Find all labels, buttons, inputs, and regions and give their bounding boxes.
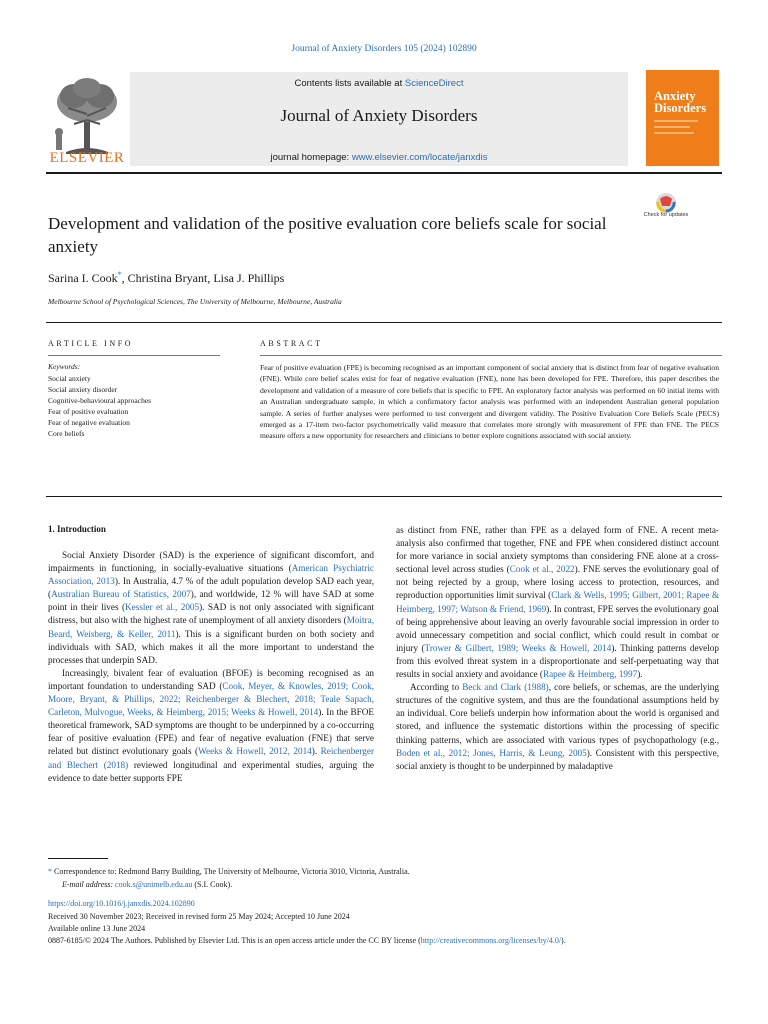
author-list — [48, 270, 284, 286]
paragraph-text: ). Thinking patterns develop from this evolved threat system in a disproportionate and self-perpetuating way that results in social anxiety and avoidance ( — [396, 642, 719, 680]
keyword-item: Cognitive-behavioural approaches — [48, 396, 152, 405]
citation-link[interactable]: Rapee & Heimberg, 1997 — [542, 669, 638, 680]
cover-title: Anxiety Disorders — [654, 89, 707, 115]
check-for-updates-label: Check for updates — [643, 212, 689, 218]
contents-prefix: Contents lists available at — [294, 78, 405, 89]
keyword-item: Social anxiety disorder — [48, 385, 118, 394]
corresponding-author-mark[interactable]: * — [117, 270, 122, 279]
paragraph-text: , core beliefs, or schemas, are the underlying structures of the cognitive system, and thus are the foundational assumptions held by an individual. Core beliefs underpin how information about the world is organised and stored, and influence the systematic distortions within the processing of specific thinking patterns, which are associated with various types of psychopathology (e.g., — [396, 682, 719, 745]
correspondence-footnote — [48, 866, 728, 891]
cover-line — [654, 132, 694, 134]
abstract-text: Fear of positive evaluation (FPE) is becoming recognised as an important component of social anxiety that is distinct from fear of negative evaluation (FNE). While core belief scales exist for fear of negative evaluation (FNE), none has been developed for FPE. Therefore, this paper describes the development and validation of a measure of core beliefs that is specific to FPE. An exploratory factor analysis was performed on 60 initial items with an Australian undergraduate sample, in which a confirmatory factor analysis was performed with an independent Australian general population sample. A series of further analyses were performed to test convergent and divergent validity. The Positive Evaluation Core Beliefs Scale (PECS) emerged as a 17-item two-factor psychometrically valid measure that correlates more strongly with measurement of FPE than FNE. The PECS measure offers a new opportunity for researchers and clinicians to better explore cognitions associated with social anxiety. — [260, 363, 719, 441]
cover-line — [654, 120, 698, 122]
section-rule — [46, 322, 722, 323]
received-dates: Received 30 November 2023; Received in revised form 25 May 2024; Accepted 10 June 2024 — [48, 912, 350, 921]
email-label: E-mail address: — [62, 879, 116, 889]
footnote-rule — [48, 858, 108, 859]
journal-homepage — [130, 152, 628, 163]
footnote-mark: * — [48, 867, 52, 876]
abstract-heading: ABSTRACT — [260, 339, 323, 348]
paragraph-text: as distinct from FNE, rather than FPE as a delayed form of FNE. A recent meta-analysis also confirmed that together, FNE and FPE when considered distinct account for more variance in social anxiety symptoms than considering FNE alone at a cross-sectional level across studies ( — [396, 525, 719, 575]
license-line: 0887-6185/© 2024 The Authors. Published by Elsevier Ltd. This is an open access article under the CC BY license (http://creativecommons.org/licenses/by/4.0/). — [48, 936, 566, 945]
citation-link[interactable]: Boden et al., 2012; Jones, Harris, & Leung, 2005 — [396, 747, 587, 758]
paragraph-text: ). This is a significant burden on both society and individuals with SAD, which makes it all the more important to understand the processes that underpin SAD. — [48, 628, 374, 665]
author-name[interactable]: Sarina I. Cook — [48, 271, 118, 285]
license-link[interactable]: http://creativecommons.org/licenses/by/4.0/ — [420, 936, 562, 945]
citation-link[interactable]: Reichenberger and Blechert (2018) — [48, 746, 375, 770]
paragraph-text: ). In Australia, 4.7 % of the adult population develop SAD each year, ( — [48, 576, 374, 600]
author-affiliation: Melbourne School of Psychological Sciences, The University of Melbourne, Melbourne, Australia — [48, 297, 342, 306]
keyword-item: Fear of negative evaluation — [48, 418, 130, 427]
homepage-prefix: journal homepage: — [270, 152, 352, 163]
email-suffix: (S.I. Cook). — [192, 879, 233, 889]
paragraph-text: ). In contrast, FPE serves the evolutionary goal of being apprehensive about leaving an overly favourable social impression in order to avoid unnecessary competition and social conflict, which could result in combat or injury ( — [396, 603, 719, 653]
journal-cover-thumbnail[interactable] — [646, 70, 719, 166]
keyword-item: Social anxiety — [48, 374, 91, 383]
homepage-link[interactable]: www.elsevier.com/locate/janxdis — [351, 152, 488, 163]
paragraph-text: ). Consistent with this perspective, social anxiety is thought to be underpinned by maladaptive — [396, 747, 719, 771]
citation-link[interactable]: Moitra, Beard, Weisberg, & Keller, 2011 — [48, 615, 374, 639]
co-authors: , Christina Bryant, Lisa J. Phillips — [121, 271, 285, 285]
citation-link[interactable]: Clark & Wells, 1995; Gilbert, 2001; Rapee & Heimberg, 1997; Watson & Friend, 1969 — [396, 590, 719, 614]
keyword-item: Fear of positive evaluation — [48, 407, 129, 416]
body-paragraph — [48, 549, 374, 667]
section-heading-introduction: 1. Introduction — [48, 524, 106, 534]
contents-availability — [130, 78, 628, 89]
citation-link[interactable]: Australian Bureau of Statistics, 2007 — [51, 589, 191, 600]
citation-link[interactable]: Cook, Meyer, & Knowles, 2019; Cook, Moore, Bryant, & Phillips, 2022; Reichenberger & Blechert, 2018; Teale Sapach, Carleton, Mulvogue, Weeks, & Heimberg, 2015; Weeks & Howell, 2014 — [48, 680, 374, 718]
body-paragraph — [396, 681, 719, 773]
paragraph-text: According to — [410, 682, 463, 693]
body-paragraph — [48, 667, 374, 785]
check-for-updates-icon[interactable] — [646, 192, 686, 230]
paragraph-text: Increasingly, bivalent fear of evaluation (BFOE) is becoming recognised as an important foundation to understanding SAD ( — [48, 667, 374, 691]
keywords-label: Keywords: — [48, 362, 81, 371]
citation-link[interactable]: American Psychiatric Association, 2013 — [48, 563, 374, 587]
paragraph-text: ). SAD is not only associated with significant distress, but also with the highest rate of unemployment of all anxiety disorders ( — [48, 602, 374, 626]
body-column-right — [396, 524, 719, 773]
correspondence-address: Correspondence to: Redmond Barry Building, The University of Melbourne, Victoria 3010, Victoria, Australia. — [52, 867, 410, 876]
citation-link[interactable]: Cook et al., 2022 — [509, 564, 575, 575]
sciencedirect-link[interactable]: ScienceDirect — [404, 78, 464, 89]
paragraph-text: ). — [637, 669, 643, 680]
publisher-wordmark: ELSEVIER — [49, 150, 125, 166]
citation-link[interactable]: Kessler et al., 2005 — [125, 602, 200, 613]
author-email-link[interactable]: cook.s@unimelb.edu.au — [115, 879, 193, 889]
header-rule — [46, 172, 722, 174]
article-info-rule — [48, 355, 220, 356]
article-title: Development and validation of the positive evaluation core beliefs scale for social anxiety — [48, 214, 607, 256]
paragraph-text: Social Anxiety Disorder (SAD) is the experience of significant discomfort, and impairments in functioning, in socially-evaluative situations ( — [48, 550, 374, 574]
keywords-list — [48, 373, 151, 439]
paragraph-text: ). — [311, 746, 321, 757]
paragraph-text: ), and worldwide, 12 % will have SAD at some point in their lives ( — [48, 589, 374, 613]
journal-title: Journal of Anxiety Disorders — [280, 106, 478, 125]
online-date: Available online 13 June 2024 — [48, 924, 146, 933]
body-paragraph — [396, 524, 719, 681]
article-info-heading: ARTICLE INFO — [48, 339, 134, 348]
journal-citation[interactable]: Journal of Anxiety Disorders 105 (2024) 102890 — [291, 44, 477, 54]
paragraph-text: reviewed longitudinal and experimental studies, arguing the evidence to date better supports FPE — [48, 759, 374, 783]
cover-line — [654, 126, 690, 128]
paragraph-text: ). FNE serves the evolutionary goal of not being rejected by a group, where losing access to protection, resources, and reproduction opportunities limit survival ( — [396, 564, 719, 601]
citation-link[interactable]: Weeks & Howell, 2012, 2014 — [198, 746, 312, 757]
body-column-left — [48, 549, 374, 785]
citation-link[interactable]: Trower & Gilbert, 1989; Weeks & Howell, 2014 — [424, 642, 612, 653]
abstract-end-rule — [46, 496, 722, 497]
article-history — [48, 911, 738, 947]
citation-link[interactable]: Beck and Clark (1988) — [462, 682, 549, 693]
abstract-rule — [260, 355, 722, 356]
doi-link[interactable]: https://doi.org/10.1016/j.janxdis.2024.102890 — [48, 899, 195, 908]
keyword-item: Core beliefs — [48, 429, 85, 438]
paragraph-text: ). In the BFOE theoretical framework, SAD symptoms are thought to be underpinned by a co-occurring fear of positive evaluation (FPE) and fear of negative evaluation (FNE) that serve related but distinct evolutionary goals ( — [48, 707, 374, 757]
